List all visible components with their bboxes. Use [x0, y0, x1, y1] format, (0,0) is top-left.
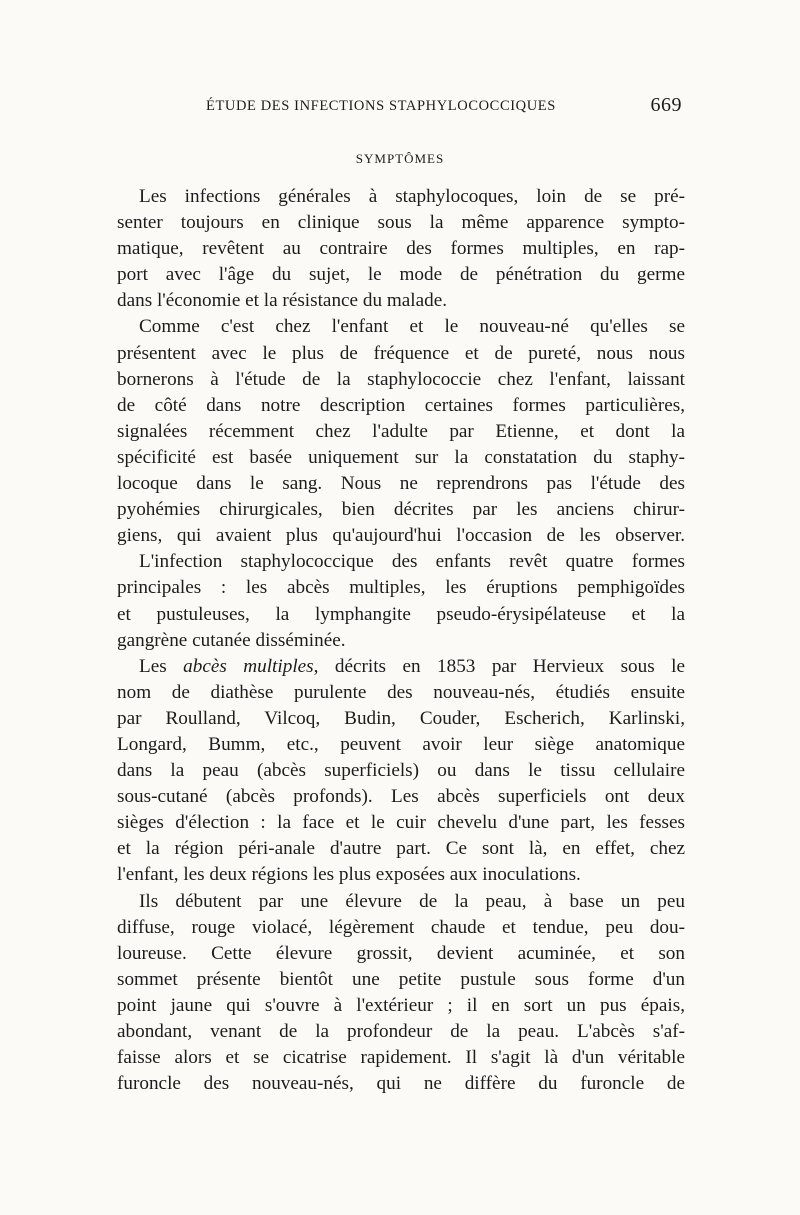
text-line: principales : les abcès multiples, les éruptions pemphigoïdes	[117, 577, 685, 599]
text-line: locoque dans le sang. Nous ne reprendrons pas l'étude des	[117, 473, 685, 495]
text-line: abondant, venant de la profondeur de la peau. L'abcès s'af-	[117, 1021, 685, 1042]
text-line: l'enfant, les deux régions les plus exposées aux inoculations.	[117, 864, 581, 886]
text-line: sous-cutané (abcès profonds). Les abcès superficiels ont deux	[117, 786, 685, 808]
text-line: par Roulland, Vilcoq, Budin, Couder, Escherich, Karlinski,	[117, 707, 685, 729]
text-line: dans l'économie et la résistance du malade.	[117, 290, 448, 312]
section-title: SYMPTÔMES	[355, 151, 445, 166]
text-line: pyohémies chirurgicales, bien décrites par les anciens chirur-	[117, 499, 685, 521]
text-line: furoncle des nouveau-nés, qui ne diffère du furoncle de	[117, 1073, 685, 1095]
text-line: point jaune qui s'ouvre à l'extérieur ; il en sort un pus épais,	[117, 994, 685, 1016]
text-line: dans la peau (abcès superficiels) ou dans le tissu cellulaire	[117, 760, 685, 782]
italic-term: abcès multiples	[183, 655, 314, 677]
running-head	[118, 94, 686, 124]
text-line: sièges d'élection : la face et le cuir chevelu d'une part, les fesses	[117, 812, 685, 834]
text-line: bornerons à l'étude de la staphylococcie chez l'enfant, laissant	[117, 368, 685, 390]
text-run: , décrits en 1853 par Hervieux sous le	[313, 655, 685, 677]
page-number: 669	[650, 94, 682, 116]
text-line: présentent avec le plus de fréquence et de pureté, nous nous	[117, 342, 685, 364]
text-line: et pustuleuses, la lymphangite pseudo-érysipélateuse et la	[117, 603, 685, 625]
text-line: diffuse, rouge violacé, légèrement chaude et tendue, peu dou-	[117, 916, 685, 938]
text-run: Les	[139, 655, 167, 677]
body-text	[117, 184, 685, 1097]
text-line: faisse alors et se cicatrise rapidement. Il s'agit là d'un véritable	[117, 1047, 685, 1069]
text-line: senter toujours en clinique sous la même apparence sympto-	[117, 212, 685, 234]
text-line: Ils débutent par une élevure de la peau, à base un peu	[139, 890, 685, 912]
text-line	[117, 654, 685, 680]
text-line: Longard, Bumm, etc., peuvent avoir leur siège anatomique	[117, 733, 685, 755]
text-line: Comme c'est chez l'enfant et le nouveau-né qu'elles se	[139, 316, 685, 338]
text-line: et la région péri-anale d'autre part. Ce sont là, en effet, chez	[117, 838, 685, 860]
text-line: matique, revêtent au contraire des formes multiples, en rap-	[117, 238, 685, 260]
running-title: ÉTUDE DES INFECTIONS STAPHYLOCOCCIQUES	[206, 98, 556, 114]
text-line: port avec l'âge du sujet, le mode de pénétration du germe	[117, 264, 685, 286]
text-line: spécificité est basée uniquement sur la constatation du staphy-	[117, 446, 685, 468]
text-line: sommet présente bientôt une petite pustule sous forme d'un	[117, 968, 685, 990]
text-line: gangrène cutanée disséminée.	[117, 629, 346, 651]
text-line: signalées récemment chez l'adulte par Etienne, et dont la	[117, 420, 685, 442]
text-line: de côté dans notre description certaines formes particulières,	[117, 394, 685, 416]
text-line: loureuse. Cette élevure grossit, devient acuminée, et son	[117, 942, 685, 964]
text-line: Les infections générales à staphylocoques, loin de se pré-	[139, 186, 685, 207]
text-line: giens, qui avaient plus qu'aujourd'hui l'occasion de les observer.	[117, 525, 685, 547]
text-line: nom de diathèse purulente des nouveau-nés, étudiés ensuite	[117, 681, 685, 703]
text-line: L'infection staphylococcique des enfants revêt quatre formes	[139, 551, 685, 573]
